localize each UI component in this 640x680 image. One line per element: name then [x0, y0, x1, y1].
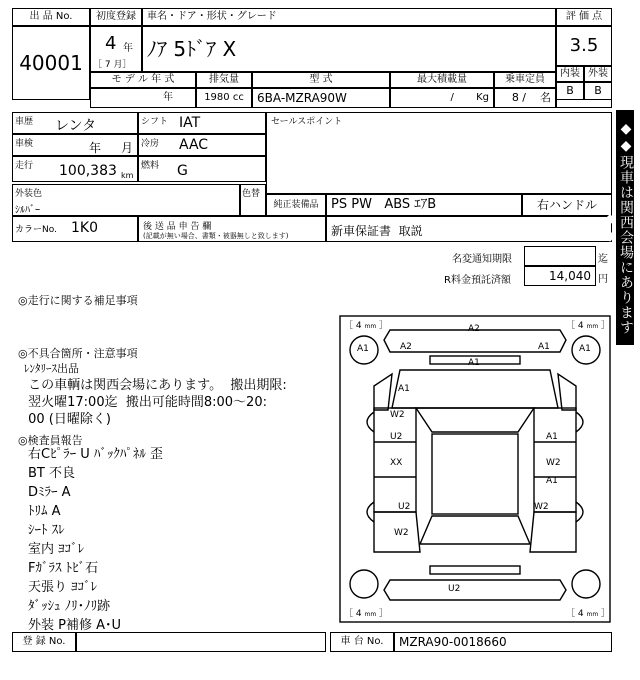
first-reg-month: ［ 7 月］: [93, 60, 132, 70]
tire-unit: mm: [364, 611, 377, 618]
inspector-line: ｼｰﾄ ｽﾚ: [28, 523, 65, 538]
color-no-value: 1K0: [71, 220, 98, 236]
history-label: 車歴: [15, 117, 34, 127]
mark-left-front-door: W2: [390, 410, 405, 420]
capacity-label: 乗車定員: [505, 74, 545, 85]
displacement-cell: [196, 88, 252, 108]
reg-no-label-cell: [12, 632, 76, 652]
title-change-unit: 迄: [598, 254, 608, 265]
reg-no-cell: [76, 632, 326, 652]
mark-right-rear-door-2: A1: [546, 476, 558, 486]
model-label-cell: [252, 72, 390, 88]
defect-lines: [24, 361, 324, 428]
location-banner: ◆◆現車は関西会場にあります◆◆: [616, 110, 634, 345]
model-label: 型 式: [309, 74, 333, 85]
equipment-cell: [326, 194, 522, 216]
title-change-box: [524, 246, 596, 266]
tire-rear-left-label: ［ 4 mm ］: [344, 609, 389, 619]
history-cell: [12, 112, 138, 134]
recycle-box: [524, 266, 596, 286]
displacement-label-cell: [196, 72, 252, 88]
tire-unit: mm: [586, 611, 599, 618]
rating-label-cell: [556, 8, 612, 26]
model-year-unit: 年: [163, 92, 173, 103]
inspector-line: 天張り ﾖｺﾞﾚ: [28, 580, 98, 595]
mark-front-right-corner: A1: [538, 342, 550, 352]
lot-number: 40001: [19, 51, 83, 75]
car-name-label: 車名・ドア・形状・グレード: [147, 11, 277, 22]
mark-rear-bumper: U2: [448, 584, 461, 594]
tire-front-left: 4: [355, 321, 362, 331]
steering-value: 右ハンドル: [536, 198, 597, 212]
ac-cell: [138, 134, 266, 156]
exterior-color-cell: [12, 184, 240, 216]
exterior-label: 外装: [588, 68, 608, 79]
mileage-unit: km: [121, 171, 134, 180]
tire-rear-right-label: ［ 4 mm ］: [566, 609, 611, 619]
chassis-label: 車 台 No.: [340, 636, 384, 647]
mark-hood: A1: [468, 358, 480, 368]
model-cell: [252, 88, 390, 108]
model-year-label: モ デ ル 年 式: [111, 74, 175, 85]
reg-no-label: 登 録 No.: [22, 636, 66, 647]
equipment-label-cell: [266, 194, 326, 216]
mark-front-right-wheel: A1: [579, 344, 591, 354]
first-reg-label-cell: [90, 8, 142, 26]
tire-unit: mm: [364, 323, 377, 330]
color-change-label: 色替: [242, 189, 261, 199]
inspector-line: Dﾐﾗｰ A: [28, 485, 71, 500]
history-value: レンタ: [55, 118, 97, 134]
mark-left-rear-door: U2: [390, 432, 403, 442]
chassis-cell: [394, 632, 612, 652]
inspector-lines: [28, 445, 318, 635]
tire-front-left-label: ［ 4 mm ］: [344, 321, 389, 331]
fuel-cell: [138, 156, 266, 182]
tire-front-right: 4: [577, 321, 584, 331]
mark-left-fender: A1: [398, 384, 410, 394]
lot-label: 出 品 No.: [29, 11, 73, 22]
car-condition-diagram: [330, 312, 618, 627]
aftermarket-cell: [138, 216, 326, 242]
inspection-month-unit: 月: [121, 141, 134, 155]
model-value: 6BA-MZRA90W: [257, 91, 347, 105]
exterior-color-value: ｼﾙﾊﾞｰ: [15, 205, 40, 216]
interior-label-cell: [556, 66, 584, 82]
exterior-grade: B: [594, 84, 602, 97]
year-unit: 年: [123, 43, 133, 54]
inspector-line: BT 不良: [28, 466, 75, 481]
equipment-label: 純正装備品: [273, 200, 319, 210]
exterior-label-cell: [584, 66, 612, 82]
lot-label-cell: [12, 8, 90, 26]
mileage-label: 走行: [15, 161, 34, 171]
shift-value: IAT: [179, 115, 201, 131]
mark-front-bumper: A2: [468, 324, 480, 334]
inspector-line: Fｶﾞﾗｽ ﾄﾋﾞ石: [28, 561, 99, 576]
capacity-label-cell: [494, 72, 556, 88]
tire-front-right-label: ［ 4 mm ］: [566, 321, 611, 331]
exterior-color-label: 外装色: [15, 189, 43, 199]
car-name-cell: [142, 26, 556, 72]
aftermarket-note: (記載が無い場合、書類・被器無しと致します): [143, 232, 289, 240]
defects-title: ◎不具合箇所・注意事項: [18, 347, 138, 360]
defect-line: 翌火曜17:00迄 搬出可能時間8:00～20:: [24, 395, 267, 410]
color-change-cell: [240, 184, 266, 216]
rating-value: 3.5: [569, 35, 599, 56]
ac-label: 冷房: [141, 139, 160, 149]
warranty-value: 新車保証書 取説: [331, 224, 423, 238]
mark-front-left-corner: A2: [400, 342, 412, 352]
car-name: ﾉｱ 5ﾄﾞｱ X: [147, 37, 237, 61]
inspector-line: 外装 P補修 A･U: [28, 618, 122, 633]
max-load-value: / Kg: [450, 92, 489, 103]
aftermarket-label: 後 送 品 申 告 欄: [143, 222, 212, 232]
rating-label: 評 価 点: [565, 11, 603, 22]
max-load-cell: [390, 88, 494, 108]
max-load-label-cell: [390, 72, 494, 88]
mark-right-front-door: A1: [546, 432, 558, 442]
tire-unit: mm: [586, 323, 599, 330]
first-reg-year: 4: [105, 33, 117, 54]
sales-point-label: セールスポイント: [271, 117, 343, 127]
shift-label: シフト: [141, 117, 169, 127]
defect-line: この車輌は関西会場にあります。 搬出期限:: [24, 378, 287, 393]
inspection-label: 車検: [15, 139, 34, 149]
rating-cell: [556, 26, 612, 66]
mileage-cell: [12, 156, 138, 182]
first-reg-cell: [90, 26, 142, 72]
tire-rear-left: 4: [355, 609, 362, 619]
mark-front-left-wheel: A1: [357, 344, 369, 354]
capacity-value: 8 / 名: [511, 91, 551, 104]
interior-grade: B: [566, 84, 574, 97]
inspection-cell: [12, 134, 138, 156]
mark-left-rear-quarter-2: W2: [394, 528, 409, 538]
mileage-value: 100,383: [59, 163, 117, 179]
warranty-cell: [326, 216, 612, 242]
chassis-number: MZRA90-0018660: [399, 635, 507, 649]
fuel-value: G: [177, 163, 188, 179]
car-name-label-cell: [142, 8, 556, 26]
inspector-title: ◎検査員報告: [18, 434, 83, 447]
sales-point-cell: [266, 112, 612, 194]
rating-bottom-cell: [556, 100, 612, 108]
color-no-cell: [12, 216, 138, 242]
mark-left-mid: XX: [390, 458, 403, 468]
model-year-cell: [90, 88, 196, 108]
displacement-value: 1980 cc: [204, 92, 244, 103]
recycle-label: R料金預託済額: [444, 275, 511, 286]
inspector-line: 右Cﾋﾟﾗｰ U ﾊﾞｯｸﾊﾟﾈﾙ 歪: [28, 447, 163, 462]
defect-line: ﾚﾝﾀﾘｰｽ出品: [24, 362, 79, 375]
lot-number-cell: [12, 26, 90, 100]
tire-rear-right: 4: [577, 609, 584, 619]
recycle-amount: 14,040: [549, 269, 591, 283]
mark-right-rear-quarter: W2: [534, 502, 549, 512]
mark-right-rear-door: W2: [546, 458, 561, 468]
model-year-label-cell: [90, 72, 196, 88]
first-reg-label: 初度登録: [96, 11, 136, 22]
ac-value: AAC: [179, 137, 209, 153]
shift-cell: [138, 112, 266, 134]
mark-left-rear-quarter: U2: [398, 502, 411, 512]
max-load-label: 最大積載量: [417, 74, 467, 85]
interior-grade-cell: [556, 82, 584, 100]
displacement-label: 排気量: [209, 74, 239, 85]
chassis-label-cell: [330, 632, 394, 652]
inspector-line: ﾀﾞｯｼｭ ﾉﾘ･ﾉﾘ跡: [28, 599, 111, 614]
inspector-line: 室内 ﾖｺﾞﾚ: [28, 542, 85, 557]
recycle-unit: 円: [598, 274, 608, 285]
equipment-value: PS PW ABS ｴｱB: [331, 197, 437, 212]
fuel-label: 燃料: [141, 161, 160, 171]
steering-cell: [522, 194, 612, 216]
title-change-label: 名変通知期限: [452, 254, 512, 265]
inspection-year-unit: 年: [89, 141, 102, 155]
interior-label: 内装: [560, 68, 580, 79]
capacity-cell: [494, 88, 556, 108]
defect-line: 00 (日曜除く): [24, 412, 111, 427]
inspector-line: ﾄﾘﾑ A: [28, 504, 61, 519]
color-no-label: カラーNo.: [15, 225, 57, 235]
driving-remarks-title: ◎走行に関する補足事項: [18, 294, 138, 307]
exterior-grade-cell: [584, 82, 612, 100]
